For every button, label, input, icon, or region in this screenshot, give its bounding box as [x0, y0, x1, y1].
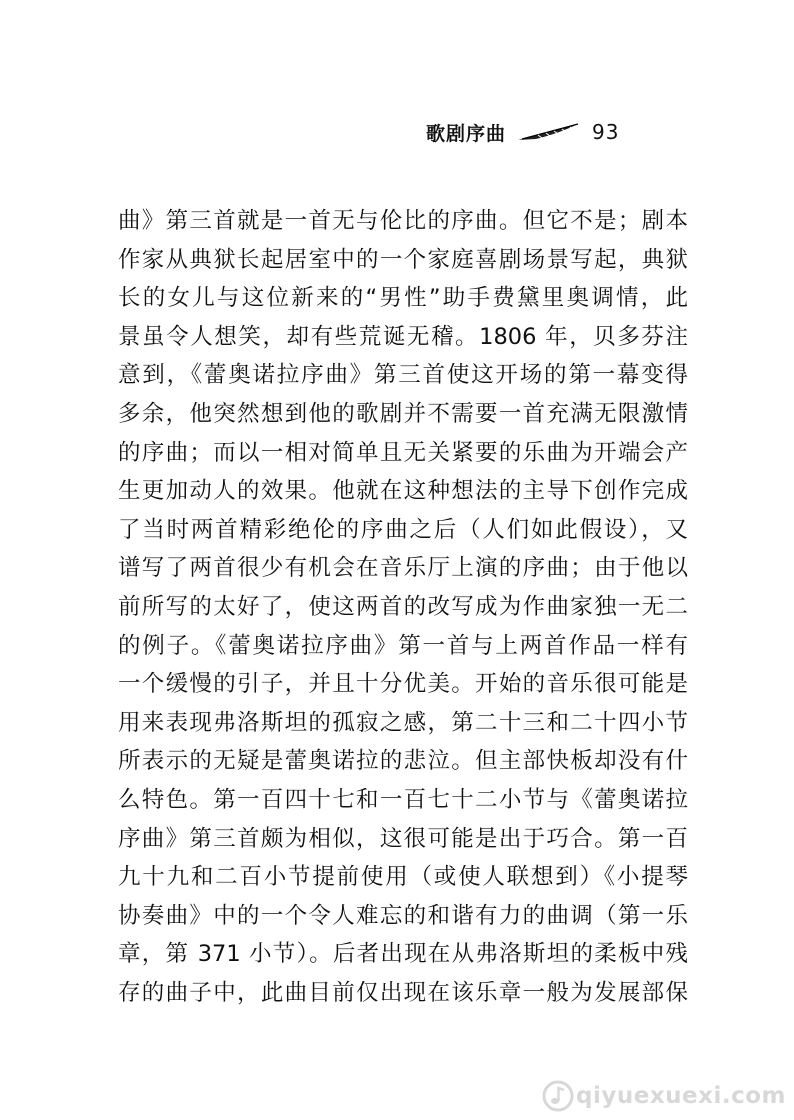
text-line: 么特色。第一百四十七和一百七十二小节与《蕾奥诺拉: [118, 786, 688, 813]
text-line: 用来表现弗洛斯坦的孤寂之感，第二十三和二十四小节: [118, 709, 688, 736]
text-line: 章，第 371 小节）。后者出现在从弗洛斯坦的柔板中残: [118, 941, 688, 968]
running-head-title: 歌剧序曲: [426, 122, 507, 145]
text-line: 九十九和二百小节提前使用（或使人联想到）《小提琴: [118, 864, 688, 891]
text-line: 谱写了两首很少有机会在音乐厅上演的序曲；由于他以: [118, 555, 688, 582]
quill-ornament-icon: [516, 121, 582, 143]
text-line: 所表示的无疑是蕾奥诺拉的悲泣。但主部快板却没有什: [118, 748, 688, 775]
text-line: 存的曲子中，此曲目前仅出现在该乐章一般为发展部保: [118, 979, 688, 1006]
page-number: 93: [592, 120, 620, 144]
site-watermark: [542, 1080, 786, 1112]
text-line: 作家从典狱长起居室中的一个家庭喜剧场景写起，典狱: [118, 246, 688, 273]
text-line: 一个缓慢的引子，并且十分优美。开始的音乐很可能是: [118, 671, 688, 698]
text-line: 生更加动人的效果。他就在这种想法的主导下创作完成: [118, 478, 688, 505]
running-head: [426, 118, 619, 146]
text-line: 前所写的太好了，使这两首的改写成为作曲家独一无二: [118, 593, 688, 620]
text-line: 了当时两首精彩绝伦的序曲之后（人们如此假设），又: [118, 516, 688, 543]
music-note-logo-icon: [542, 1080, 574, 1112]
text-line: 的例子。《蕾奥诺拉序曲》第一首与上两首作品一样有: [118, 632, 688, 659]
text-line: 景虽令人想笑，却有些荒诞无稽。1806 年，贝多芬注: [118, 323, 688, 350]
watermark-text: qiyuexuexi.com: [576, 1083, 786, 1109]
text-line: 长的女儿与这位新来的“男性”助手费黛里奥调情，此: [118, 285, 688, 312]
text-line: 的序曲；而以一相对简单且无关紧要的乐曲为开端会产: [118, 439, 688, 466]
text-line: 意到，《蕾奥诺拉序曲》第三首使这开场的第一幕变得: [118, 362, 688, 389]
text-line: 协奏曲》中的一个令人难忘的和谐有力的曲调（第一乐: [118, 902, 688, 929]
text-line: 多余，他突然想到他的歌剧并不需要一首充满无限激情: [118, 400, 688, 427]
text-line: 曲》第三首就是一首无与伦比的序曲。但它不是；剧本: [118, 208, 688, 234]
body-text: [118, 202, 688, 1012]
text-line: 序曲》第三首颇为相似，这很可能是出于巧合。第一百: [118, 825, 688, 852]
